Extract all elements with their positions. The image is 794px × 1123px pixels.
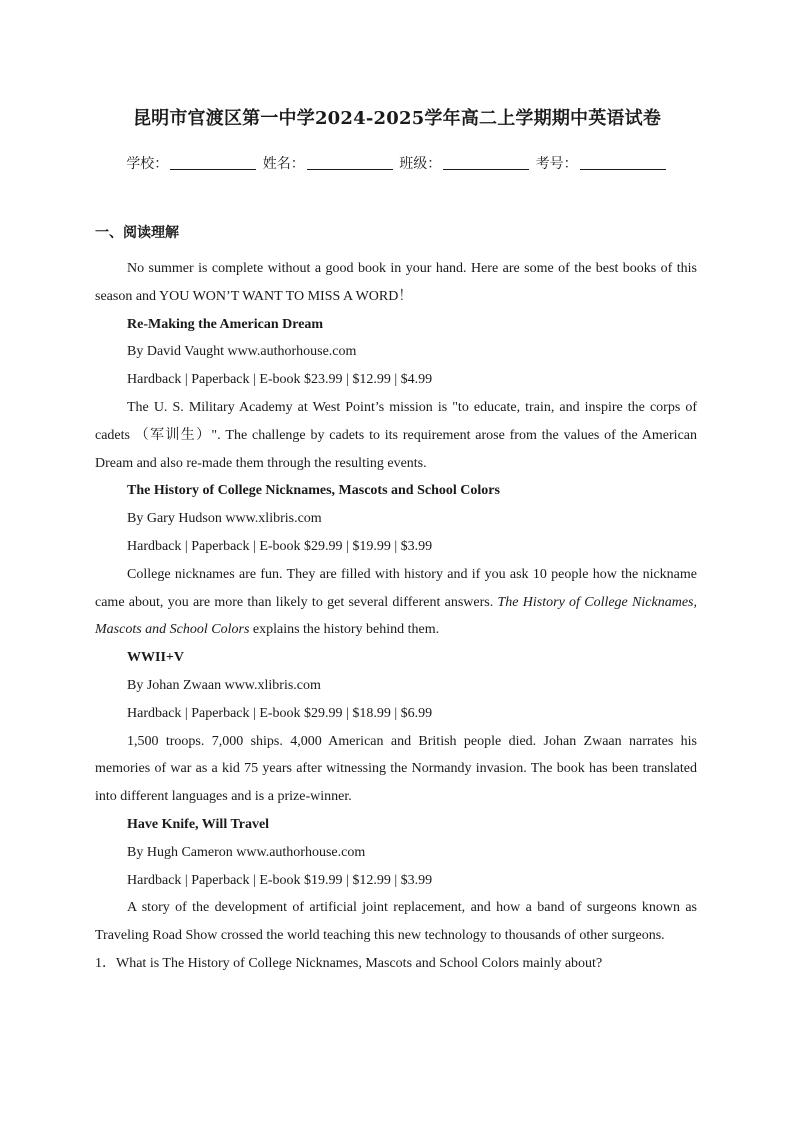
book-description: The U. S. Military Academy at West Point’s mission is "to educate, train, and inspire the corps of cadets （军训生）". The challenge by cadets to its requirement arose from the values of the American Dream and also re-made them through the resulting events. [95,399,697,471]
school-label: 学校： [126,156,169,172]
book-description: 1,500 troops. 7,000 ships. 4,000 American and British people died. Johan Zwaan narrates his memories of war as a kid 75 years after witnessing the Normandy invasion. The book has been translated into different languages and is a prize-winner. [95,733,697,805]
book-price: Hardback | Paperback | E-book $29.99 | $18.99 | $6.99 [127,705,433,721]
exam-title: 昆明市官渡区第一中学2024-2025学年高二上学期期中英语试卷 [132,108,662,129]
reading-passage [95,255,697,978]
name-label: 姓名： [262,156,305,172]
book-title: Re-Making the American Dream [127,316,324,332]
class-blank[interactable] [443,154,529,170]
description-text: College nicknames are fun. They are filled with history and if you ask 10 people how the nickname came about, you are more than likely to get several different answers. [95,566,697,610]
book-title: The History of College Nicknames, Mascots and School Colors [127,483,500,499]
book-price: Hardback | Paperback | E-book $23.99 | $12.99 | $4.99 [127,372,433,388]
book-title: WWII+V [127,650,184,666]
book-author: By Hugh Cameron www.authorhouse.com [127,844,366,860]
student-info-row [0,153,794,173]
book-description [95,561,697,644]
name-blank[interactable] [307,154,393,170]
school-blank[interactable] [170,154,256,170]
book-price: Hardback | Paperback | E-book $29.99 | $19.99 | $3.99 [127,538,433,554]
book-price: Hardback | Paperback | E-book $19.99 | $12.99 | $3.99 [127,872,433,888]
section-title: 一、阅读理解 [95,225,179,241]
book-title: Have Knife, Will Travel [127,816,270,832]
intro-paragraph: No summer is complete without a good book in your hand. Here are some of the best books of this season and YOU WON’T WANT TO MISS A WORD！ [95,261,697,304]
book-description: A story of the development of artificial joint replacement, and how a band of surgeons known as Traveling Road Show crossed the world teaching this new technology to thousands of other surgeons. [95,900,697,944]
class-label: 班级： [399,156,442,172]
description-text: explains the history behind them. [249,622,440,638]
exam-number-label: 考号： [535,156,578,172]
question-1: 1．What is The History of College Nicknames, Mascots and School Colors mainly about? [95,955,603,971]
book-author: By Johan Zwaan www.xlibris.com [127,677,321,693]
book-author: By Gary Hudson www.xlibris.com [127,511,322,527]
book-author: By David Vaught www.authorhouse.com [127,344,357,360]
description-italic-title: The History of College Nicknames, Mascots and School Colors [95,594,697,638]
exam-number-blank[interactable] [580,154,666,170]
